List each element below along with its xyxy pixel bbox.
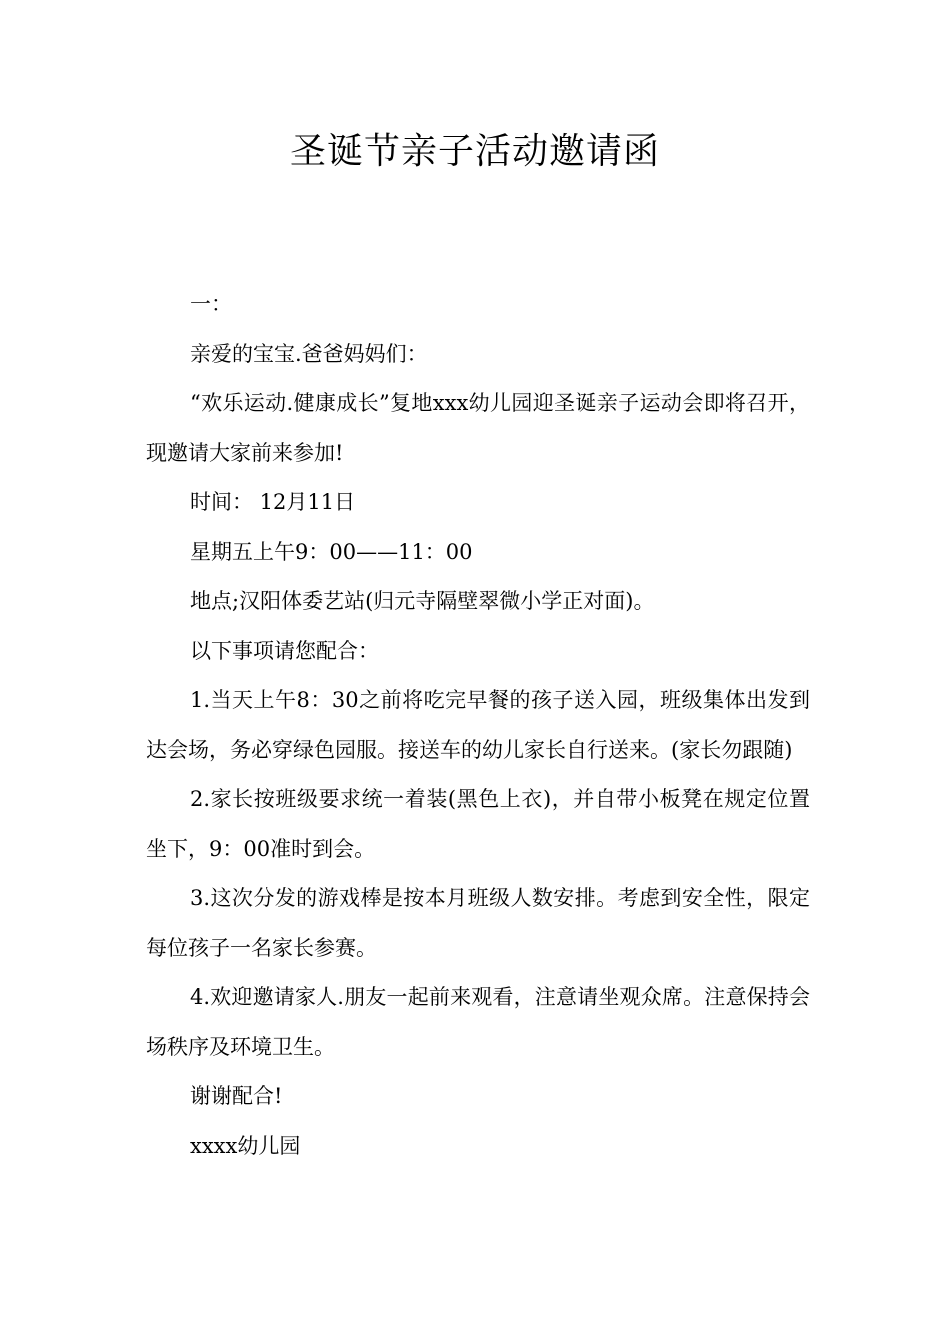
document-title: 圣诞节亲子活动邀请函 [289, 131, 660, 172]
paragraph-greeting: 亲爱的宝宝.爸爸妈妈们： [190, 341, 428, 366]
paragraph-item-3: 3.这次分发的游戏棒是按本月班级人数安排。考虑到安全性，限定每位孩子一名家长参赛。 [146, 886, 810, 960]
paragraph-item-4: 4.欢迎邀请家人.朋友一起前来观看，注意请坐观众席。注意保持会场秩序及环境卫生。 [146, 985, 810, 1059]
paragraph-signature: xxxx幼儿园 [190, 1133, 301, 1158]
paragraph-item-2: 2.家长按班级要求统一着装(黑色上衣)，并自带小板凳在规定位置坐下，9：00准时到会。 [146, 787, 810, 861]
paragraph-item-1: 1.当天上午8：30之前将吃完早餐的孩子送入园，班级集体出发到达会场，务必穿绿色园服。接送车的幼儿家长自行送来。(家长勿跟随) [146, 688, 810, 762]
paragraph-announcement: “欢乐运动.健康成长”复地xxx幼儿园迎圣诞亲子运动会即将召开，现邀请大家前来参加! [146, 391, 810, 465]
paragraph-location: 地点;汉阳体委艺站(归元寺隔壁翠微小学正对面)。 [190, 589, 655, 613]
paragraph-section-number: 一： [190, 292, 232, 316]
paragraph-time: 星期五上午9：00——11：00 [190, 539, 473, 564]
paragraph-date: 时间： 12月11日 [190, 490, 356, 514]
document-body [146, 280, 810, 1171]
paragraph-thanks: 谢谢配合! [190, 1084, 283, 1108]
paragraph-notice-intro: 以下事项请您配合： [190, 638, 379, 663]
